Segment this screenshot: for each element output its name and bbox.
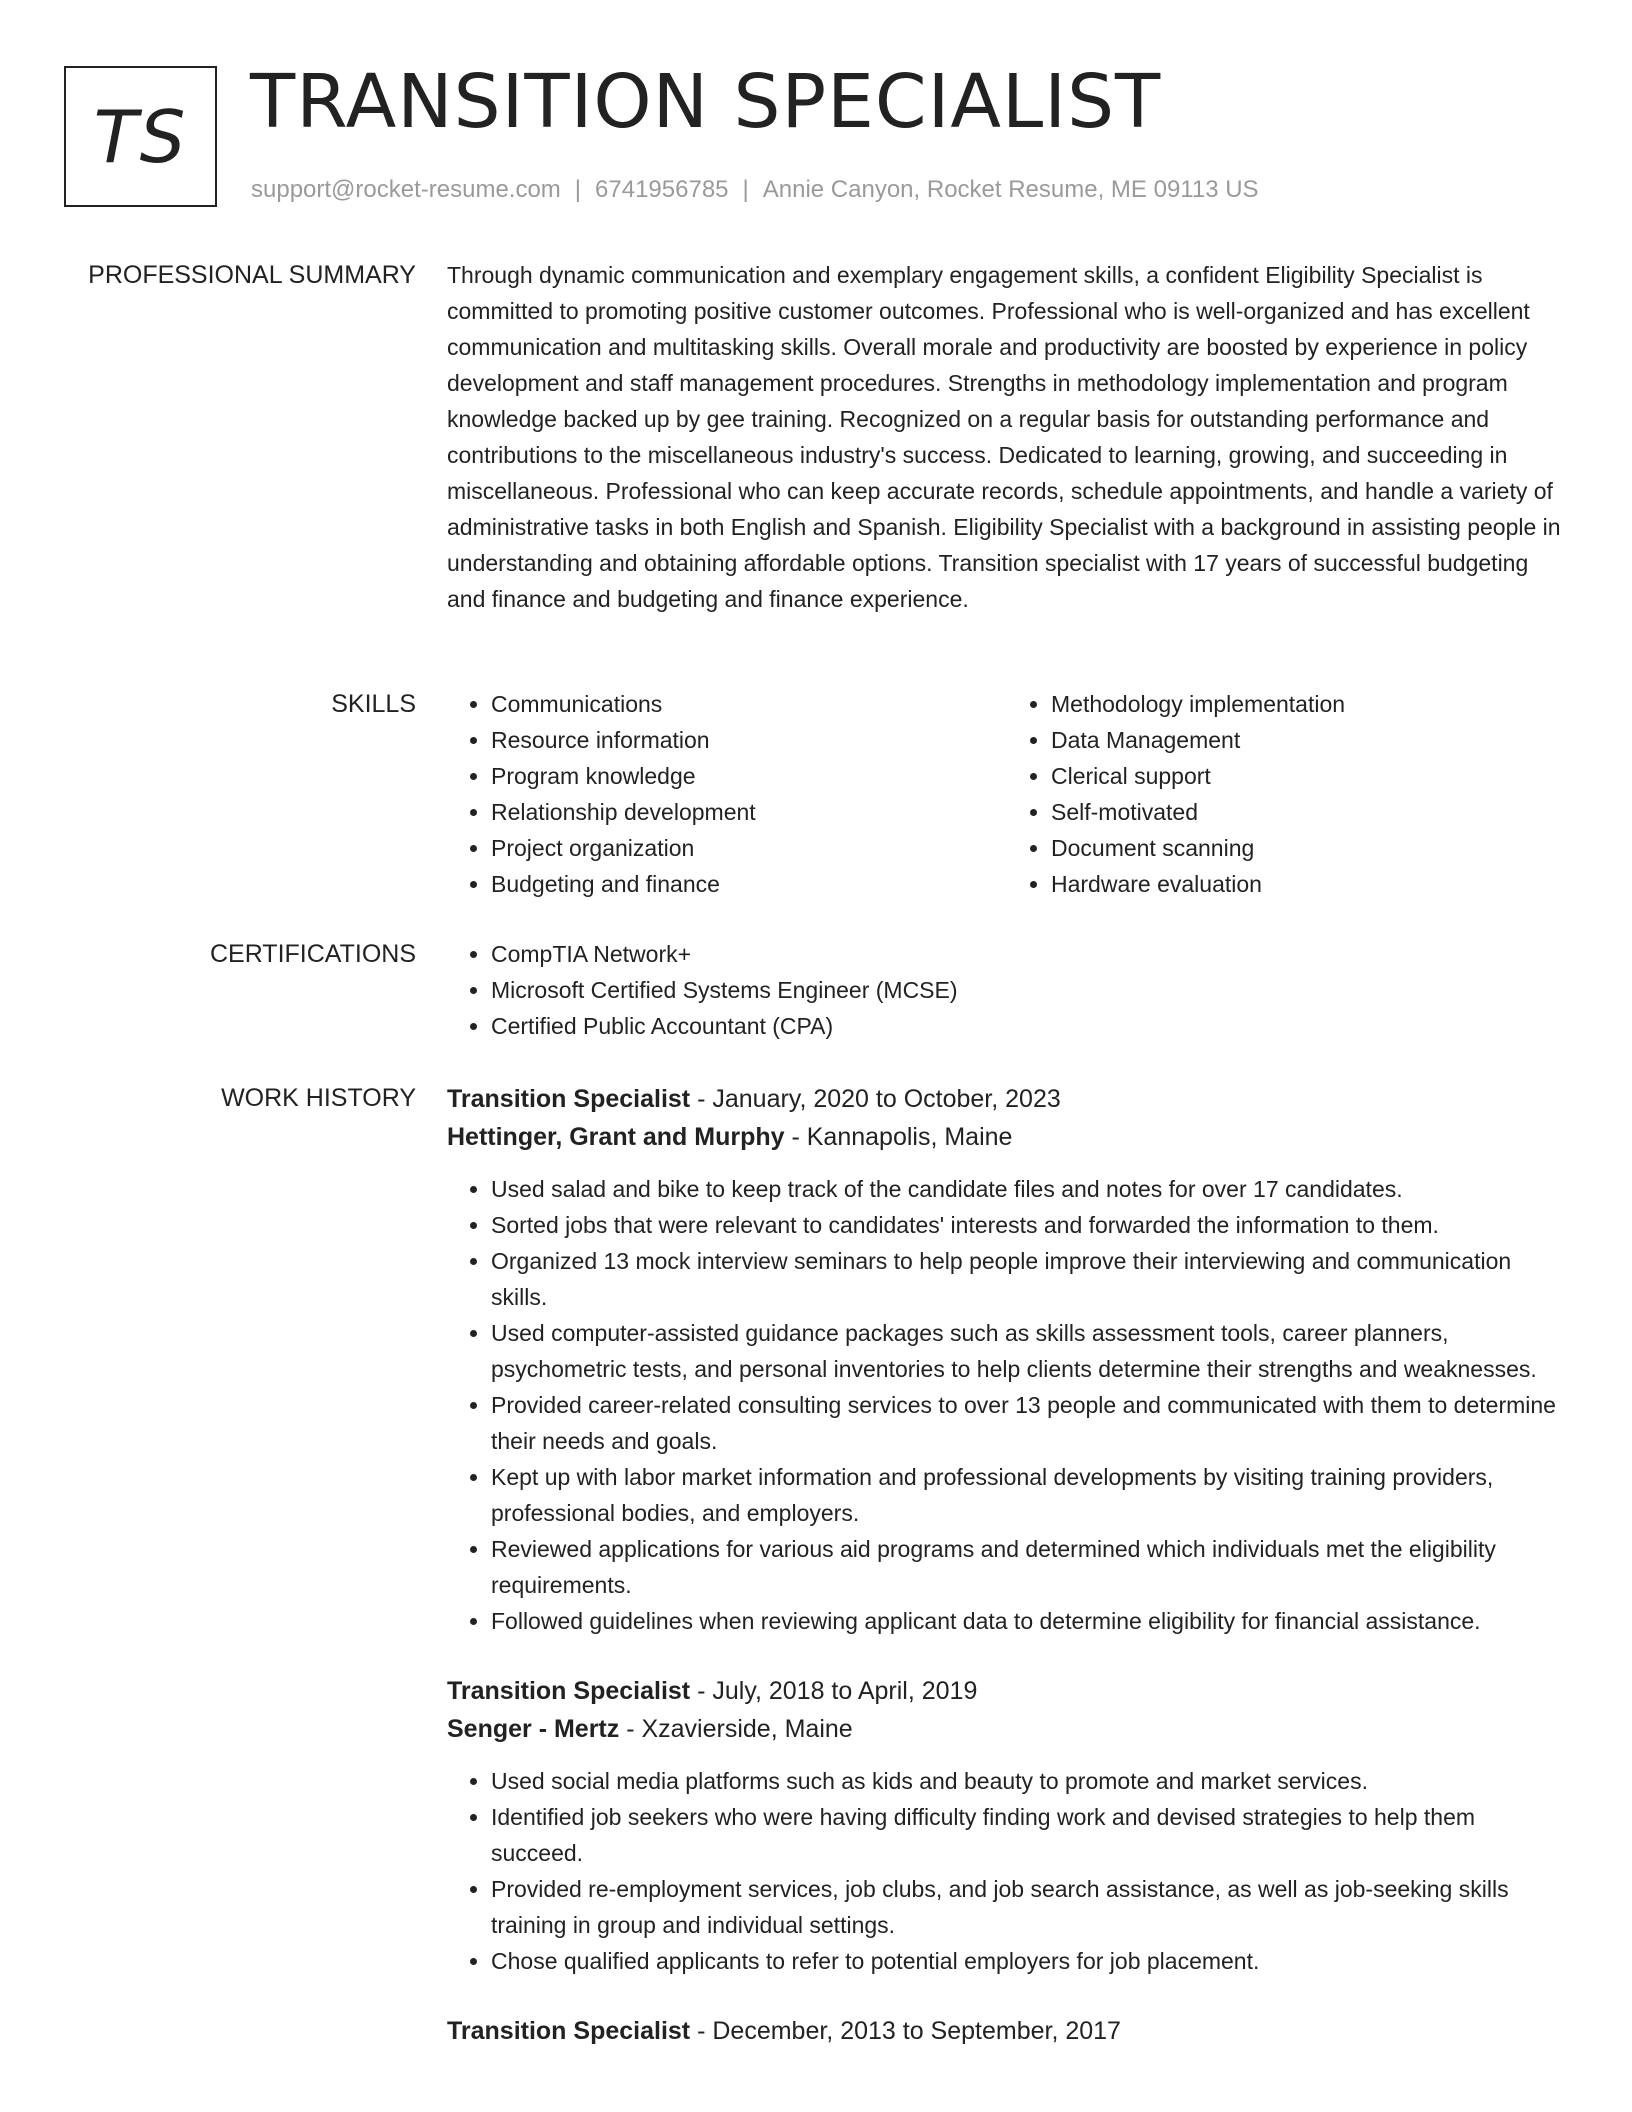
job-location: - Kannapolis, Maine: [784, 1123, 1013, 1151]
work-history-section: [447, 1080, 1567, 2050]
skills-list-right: [1007, 686, 1567, 902]
job-bullet: • Sorted jobs that were relevant to candidates' interests and forwarded the information to them.: [491, 1207, 1567, 1243]
job-company-line: [447, 1118, 1567, 1156]
skill-item: • Document scanning: [1051, 830, 1567, 866]
contact-separator: |: [574, 176, 582, 203]
certification-item: • Certified Public Accountant (CPA): [491, 1008, 1567, 1044]
job-company: Senger - Mertz: [447, 1715, 620, 1743]
contact-separator: |: [742, 176, 749, 203]
skill-item: • Hardware evaluation: [1051, 866, 1567, 902]
job-title-line: [447, 1080, 1567, 1118]
skills-label: SKILLS: [331, 690, 416, 718]
job-bullet: • Organized 13 mock interview seminars to help people improve their interviewing and communication skills.: [491, 1243, 1567, 1315]
job-bullet: • Provided career-related consulting services to over 13 people and communicated with them to determine their needs and goals.: [491, 1387, 1567, 1459]
job-entry: [447, 1080, 1567, 1639]
skill-item: • Program knowledge: [491, 758, 1007, 794]
job-entry: [447, 1672, 1567, 1979]
certifications-list: [447, 936, 1567, 1044]
job-title-line: [447, 1672, 1567, 1710]
job-bullet: • Identified job seekers who were having difficulty finding work and devised strategies to help them succeed.: [491, 1799, 1567, 1871]
job-bullet: • Followed guidelines when reviewing applicant data to determine eligibility for financial assistance.: [491, 1603, 1567, 1639]
skill-item: • Methodology implementation: [1051, 686, 1567, 722]
contact-email[interactable]: support@rocket-resume.com: [251, 176, 561, 203]
certifications-section: [447, 936, 1567, 1044]
contact-address: Annie Canyon, Rocket Resume, ME 09113 US: [762, 176, 1259, 203]
summary-label: PROFESSIONAL SUMMARY: [88, 261, 416, 289]
summary-section: [447, 257, 1567, 617]
job-bullet: • Provided re-employment services, job clubs, and job search assistance, as well as job-seeking skills training in group and individual settings.: [491, 1871, 1567, 1943]
job-company-line: [447, 1710, 1567, 1748]
skill-item: • Data Management: [1051, 722, 1567, 758]
work-history-label: WORK HISTORY: [221, 1084, 416, 1112]
job-title-line: [447, 2012, 1567, 2050]
job-title: Transition Specialist: [447, 2017, 691, 2045]
certification-item: • Microsoft Certified Systems Engineer (MCSE): [491, 972, 1567, 1008]
job-bullet: • Used social media platforms such as kids and beauty to promote and market services.: [491, 1763, 1567, 1799]
skill-item: • Resource information: [491, 722, 1007, 758]
skill-item: • Project organization: [491, 830, 1007, 866]
skills-section: [447, 686, 1567, 902]
job-bullet: • Chose qualified applicants to refer to potential employers for job placement.: [491, 1943, 1567, 1979]
job-bullet: • Used computer-assisted guidance packages such as skills assessment tools, career planners, psychometric tests, and personal inventories to help clients determine their strengths and weaknesses.: [491, 1315, 1567, 1387]
job-bullet: • Kept up with labor market information and professional developments by visiting training providers, professional bodies, and employers.: [491, 1459, 1567, 1531]
job-bullet: • Used salad and bike to keep track of the candidate files and notes for over 17 candidates.: [491, 1171, 1567, 1207]
monogram: TS: [64, 66, 217, 207]
certifications-label: CERTIFICATIONS: [209, 940, 416, 968]
skill-item: • Clerical support: [1051, 758, 1567, 794]
skill-item: • Communications: [491, 686, 1007, 722]
job-title: Transition Specialist: [447, 1677, 691, 1705]
job-dates: - January, 2020 to October, 2023: [690, 1085, 1061, 1113]
job-bullet: • Reviewed applications for various aid programs and determined which individuals met the eligibility requirements.: [491, 1531, 1567, 1603]
job-bullets: [447, 1171, 1567, 1639]
job-location: - Xzavierside, Maine: [619, 1715, 853, 1743]
skills-list-left: [447, 686, 1007, 902]
contact-phone[interactable]: 6741956785: [595, 176, 729, 203]
job-company: Hettinger, Grant and Murphy: [447, 1123, 785, 1151]
job-dates: - July, 2018 to April, 2019: [690, 1677, 978, 1705]
skill-item: • Budgeting and finance: [491, 866, 1007, 902]
skill-item: • Self-motivated: [1051, 794, 1567, 830]
job-title: Transition Specialist: [447, 1085, 691, 1113]
summary-text: Through dynamic communication and exemplary engagement skills, a confident Eligibility Specialist is committed to promoting positive customer outcomes. Professional who is well-organized and has excellent communication and multitasking skills. Overall morale and productivity are boosted by experience in policy development and staff management procedures. Strengths in methodology implementation and program knowledge backed up by gee training. Recognized on a regular basis for outstanding performance and contributions to the miscellaneous industry's success. Dedicated to learning, growing, and succeeding in miscellaneous. Professional who can keep accurate records, schedule appointments, and handle a variety of administrative tasks in both English and Spanish. Eligibility Specialist with a background in assisting people in understanding and obtaining affordable options. Transition specialist with 17 years of successful budgeting and finance and budgeting and finance experience.: [447, 262, 1561, 612]
resume-title: TRANSITION SPECIALIST: [250, 59, 1162, 145]
job-bullets: [447, 1763, 1567, 1979]
contact-line: [251, 174, 1259, 206]
job-entry: [447, 2012, 1567, 2050]
job-dates: - December, 2013 to September, 2017: [690, 2017, 1121, 2045]
certification-item: • CompTIA Network+: [491, 936, 1567, 972]
skill-item: • Relationship development: [491, 794, 1007, 830]
